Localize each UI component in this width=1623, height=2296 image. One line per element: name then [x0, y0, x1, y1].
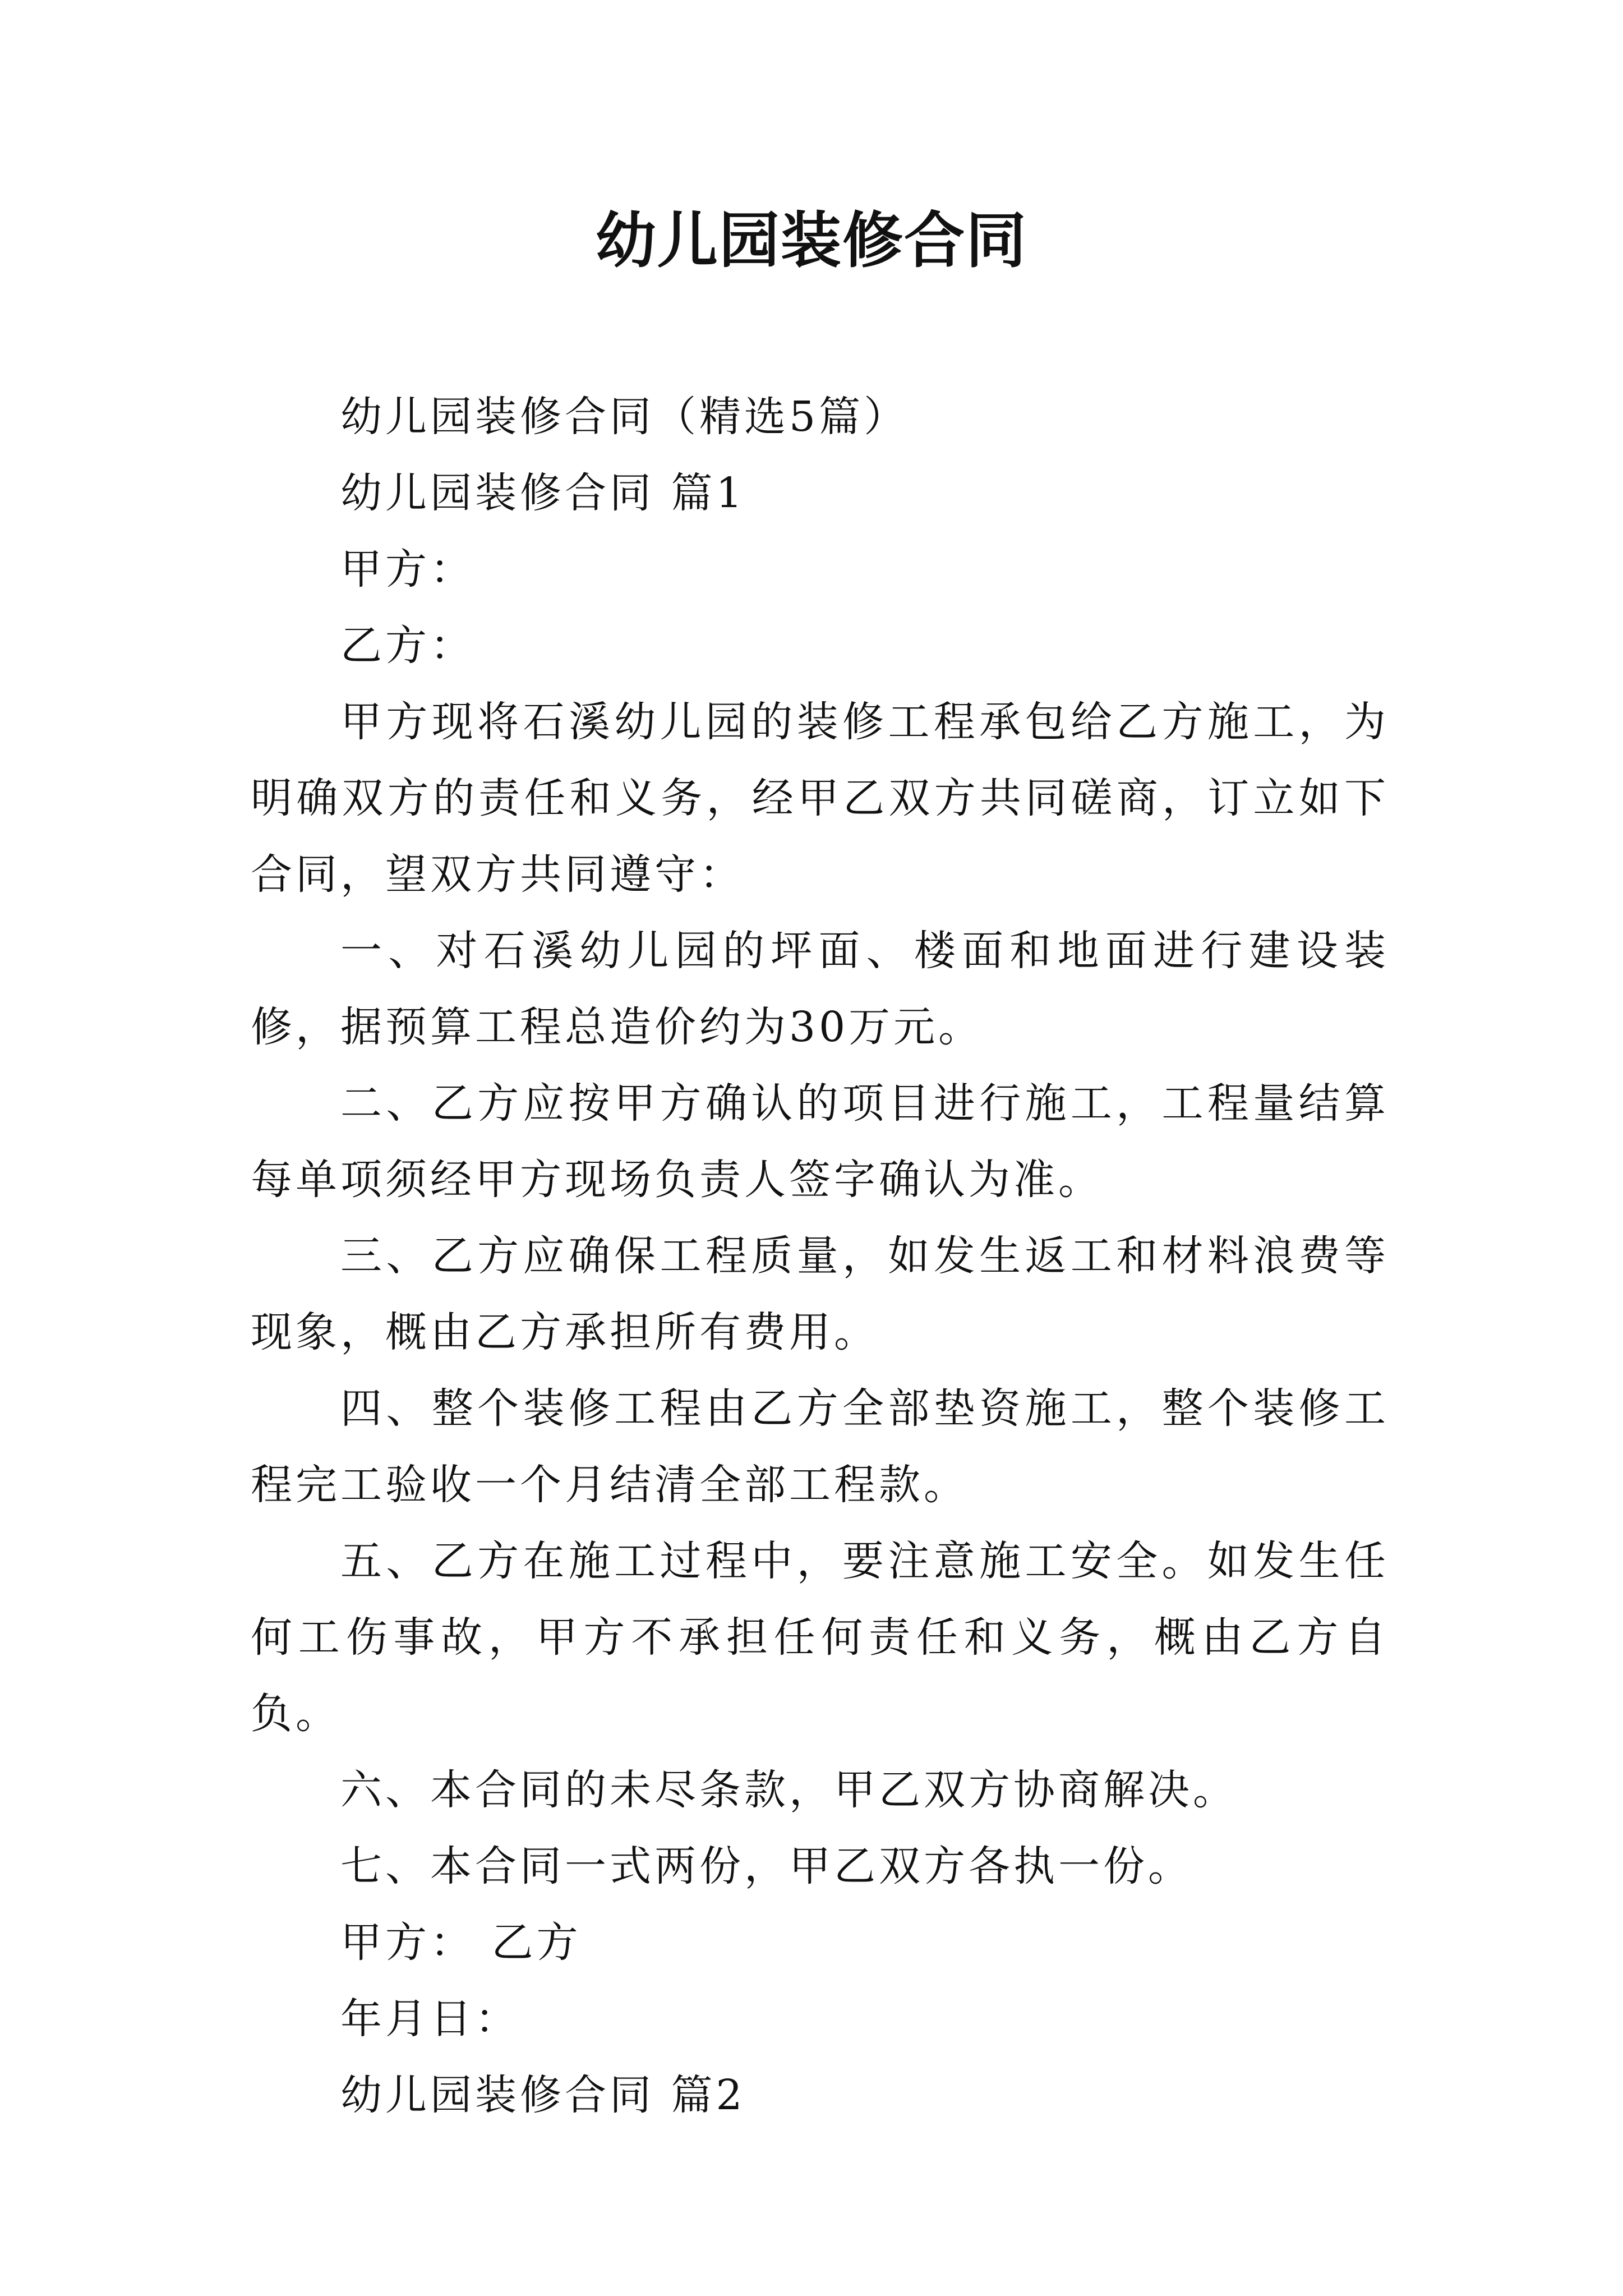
paragraph-intro: 甲方现将石溪幼儿园的装修工程承包给乙方施工，为明确双方的责任和义务，经甲乙双方共同磋商，订立如下合同，望双方共同遵守：: [251, 698, 1389, 899]
document-title: 幼儿园装修合同: [595, 206, 1027, 276]
paragraph-section-heading-2: 幼儿园装修合同 篇2: [340, 2071, 746, 2119]
document-body: [251, 379, 1389, 2133]
paragraph-clause-7: 七、本合同一式两份，甲乙双方各执一份。: [340, 1842, 1193, 1890]
paragraph-clause-6: 六、本合同的未尽条款，甲乙双方协商解决。: [340, 1766, 1238, 1814]
paragraph-signatures: 甲方： 乙方: [340, 1918, 582, 1967]
paragraph-date: 年月日：: [340, 1995, 520, 2043]
paragraph-clause-1: 一、对石溪幼儿园的坪面、楼面和地面进行建设装修，据预算工程总造价约为30万元。: [251, 927, 1389, 1051]
paragraph-clause-3: 三、乙方应确保工程质量，如发生返工和材料浪费等现象，概由乙方承担所有费用。: [251, 1232, 1389, 1356]
paragraph-clause-2: 二、乙方应按甲方确认的项目进行施工，工程量结算每单项须经甲方现场负责人签字确认为准。: [251, 1079, 1389, 1204]
paragraph-party-b: 乙方：: [340, 622, 475, 670]
paragraph-section-heading: 幼儿园装修合同 篇1: [340, 469, 746, 517]
paragraph-clause-4: 四、整个装修工程由乙方全部垫资施工，整个装修工程完工验收一个月结清全部工程款。: [251, 1384, 1389, 1509]
paragraph-party-a: 甲方：: [340, 545, 475, 593]
paragraph-subtitle: 幼儿园装修合同（精选5篇）: [340, 393, 909, 441]
paragraph-clause-5: 五、乙方在施工过程中，要注意施工安全。如发生任何工伤事故，甲方不承担任何责任和义务，概由乙方自负。: [251, 1537, 1389, 1738]
